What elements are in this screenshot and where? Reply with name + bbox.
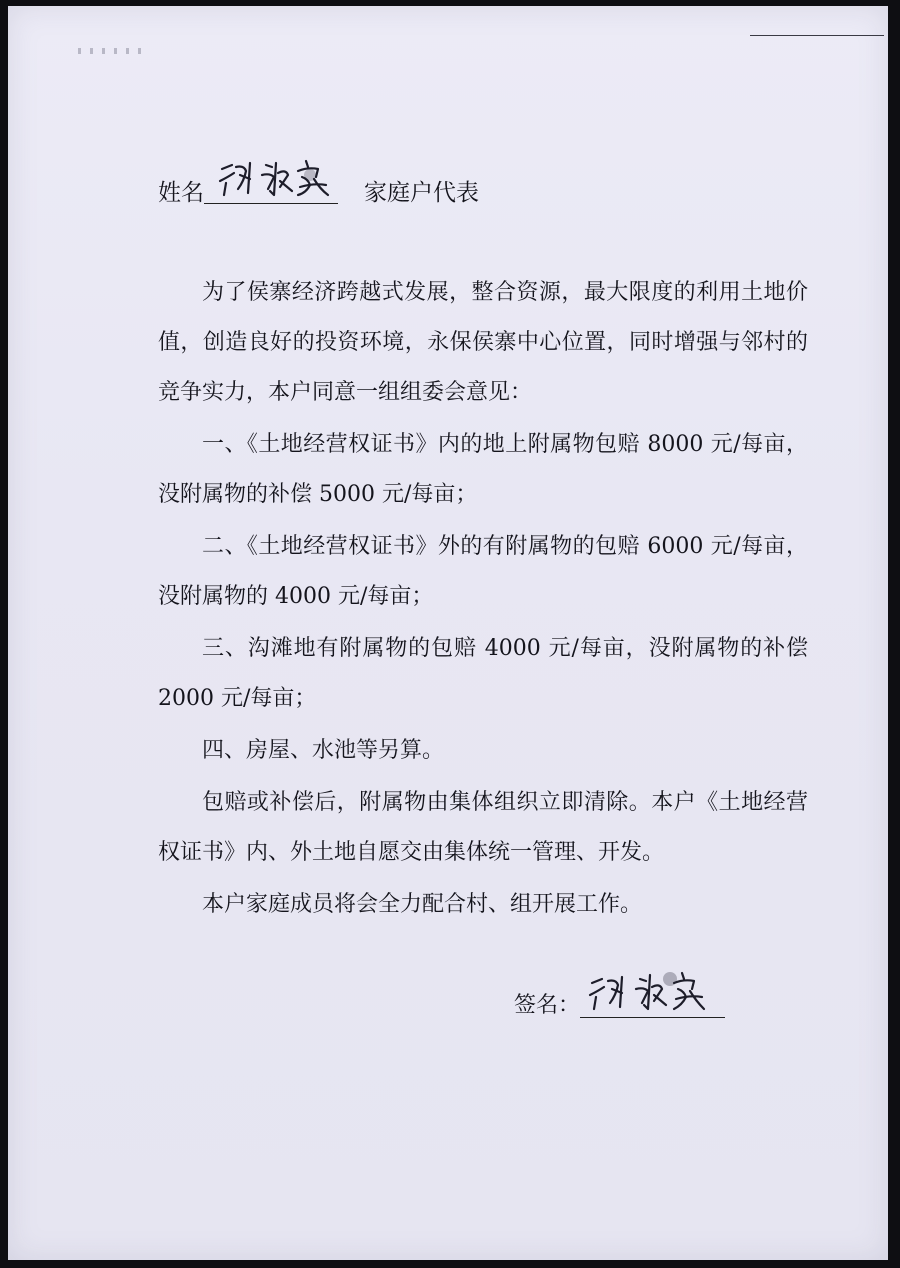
name-blank-line (204, 175, 338, 204)
intro-paragraph: 为了侯寨经济跨越式发展，整合资源，最大限度的利用土地价值，创造良好的投资环境，永保侯寨中心位置，同时增强与邻村的竞争实力，本户同意一组组委会意见： (158, 280, 808, 405)
clause-1: 一、《土地经营权证书》内的地上附属物包赔 8000 元/每亩，没附属物的补偿 5000 元/每亩； (158, 432, 808, 507)
clause-2: 二、《土地经营权证书》外的有附属物的包赔 6000 元/每亩，没附属物的 4000 元/每亩； (158, 534, 808, 609)
name-label: 姓名 (158, 180, 204, 206)
signature-line (514, 988, 725, 1019)
body-text (158, 268, 808, 930)
name-header (158, 174, 479, 207)
name-handwritten-signature (214, 155, 338, 199)
top-edge-rule (750, 35, 884, 36)
clause-4: 四、房屋、水池等另算。 (202, 738, 445, 763)
clause-3: 三、沟滩地有附属物的包赔 4000 元/每亩，没附属物的补偿 2000 元/每亩； (158, 636, 808, 711)
household-label: 家庭户代表 (364, 180, 479, 206)
paper-specks (78, 48, 148, 54)
signature-blank-line (580, 991, 725, 1018)
cooperation-paragraph: 本户家庭成员将会全力配合村、组开展工作。 (202, 892, 643, 917)
document-sheet (8, 6, 888, 1260)
bottom-handwritten-signature (586, 967, 714, 1013)
clearing-paragraph: 包赔或补偿后，附属物由集体组织立即清除。本户《土地经营权证书》内、外土地自愿交由集体统一管理、开发。 (158, 790, 808, 865)
signature-label: 签名： (514, 993, 581, 1018)
